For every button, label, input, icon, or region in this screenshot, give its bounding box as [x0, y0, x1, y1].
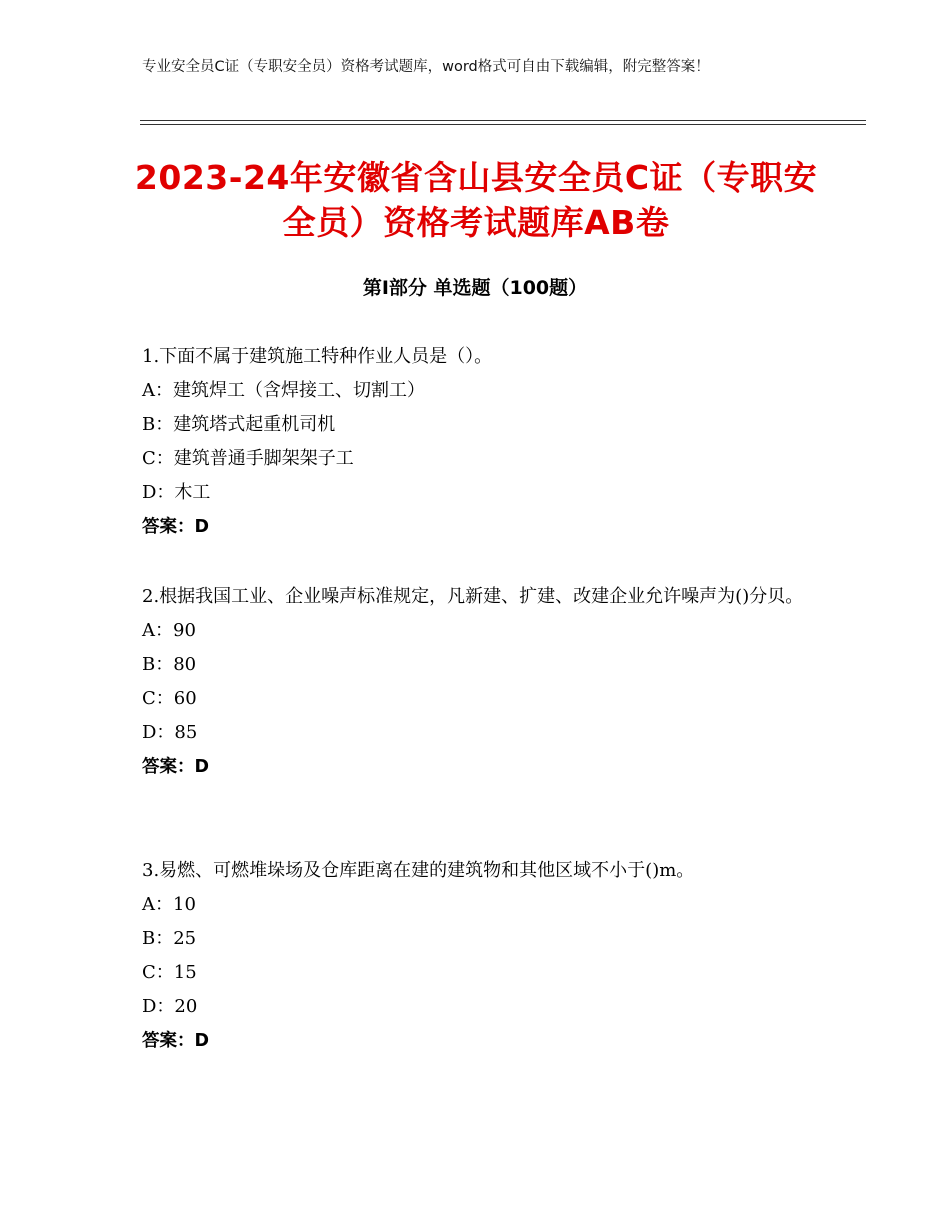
option-d: D：85: [142, 722, 198, 743]
question-stem: 1.下面不属于建筑施工特种作业人员是（）。: [142, 346, 493, 367]
option-a: A：建筑焊工（含焊接工、切割工）: [142, 380, 425, 401]
header-note: 专业安全员C证（专职安全员）资格考试题库，word格式可自由下载编辑，附完整答案！: [142, 59, 710, 75]
option-a: A：10: [142, 894, 196, 915]
option-b: B：80: [142, 654, 197, 675]
option-c: C：60: [142, 688, 197, 709]
question-stem: 3.易燃、可燃堆垛场及仓库距离在建的建筑物和其他区域不小于()m。: [142, 860, 695, 881]
answer: 答案：D: [142, 757, 210, 777]
option-c: C：建筑普通手脚架架子工: [142, 448, 354, 469]
answer: 答案：D: [142, 1031, 210, 1051]
option-d: D：20: [142, 996, 198, 1017]
document-title: 2023-24年安徽省含山县安全员C证（专职安全员）资格考试题库AB卷: [134, 158, 818, 242]
option-b: B：建筑塔式起重机司机: [142, 414, 336, 435]
question-stem: 2.根据我国工业、企业噪声标准规定，凡新建、扩建、改建企业允许噪声为()分贝。: [142, 586, 804, 607]
answer: 答案：D: [142, 517, 210, 537]
option-a: A：90: [142, 620, 196, 641]
header-rule-bottom: [140, 124, 866, 125]
question-3: [142, 854, 822, 1058]
header-rule-top: [140, 120, 866, 121]
option-d: D：木工: [142, 482, 211, 503]
section-heading: 第I部分 单选题（100题）: [362, 277, 588, 299]
question-1: [142, 340, 822, 544]
option-b: B：25: [142, 928, 197, 949]
question-2: [142, 580, 822, 784]
option-c: C：15: [142, 962, 197, 983]
